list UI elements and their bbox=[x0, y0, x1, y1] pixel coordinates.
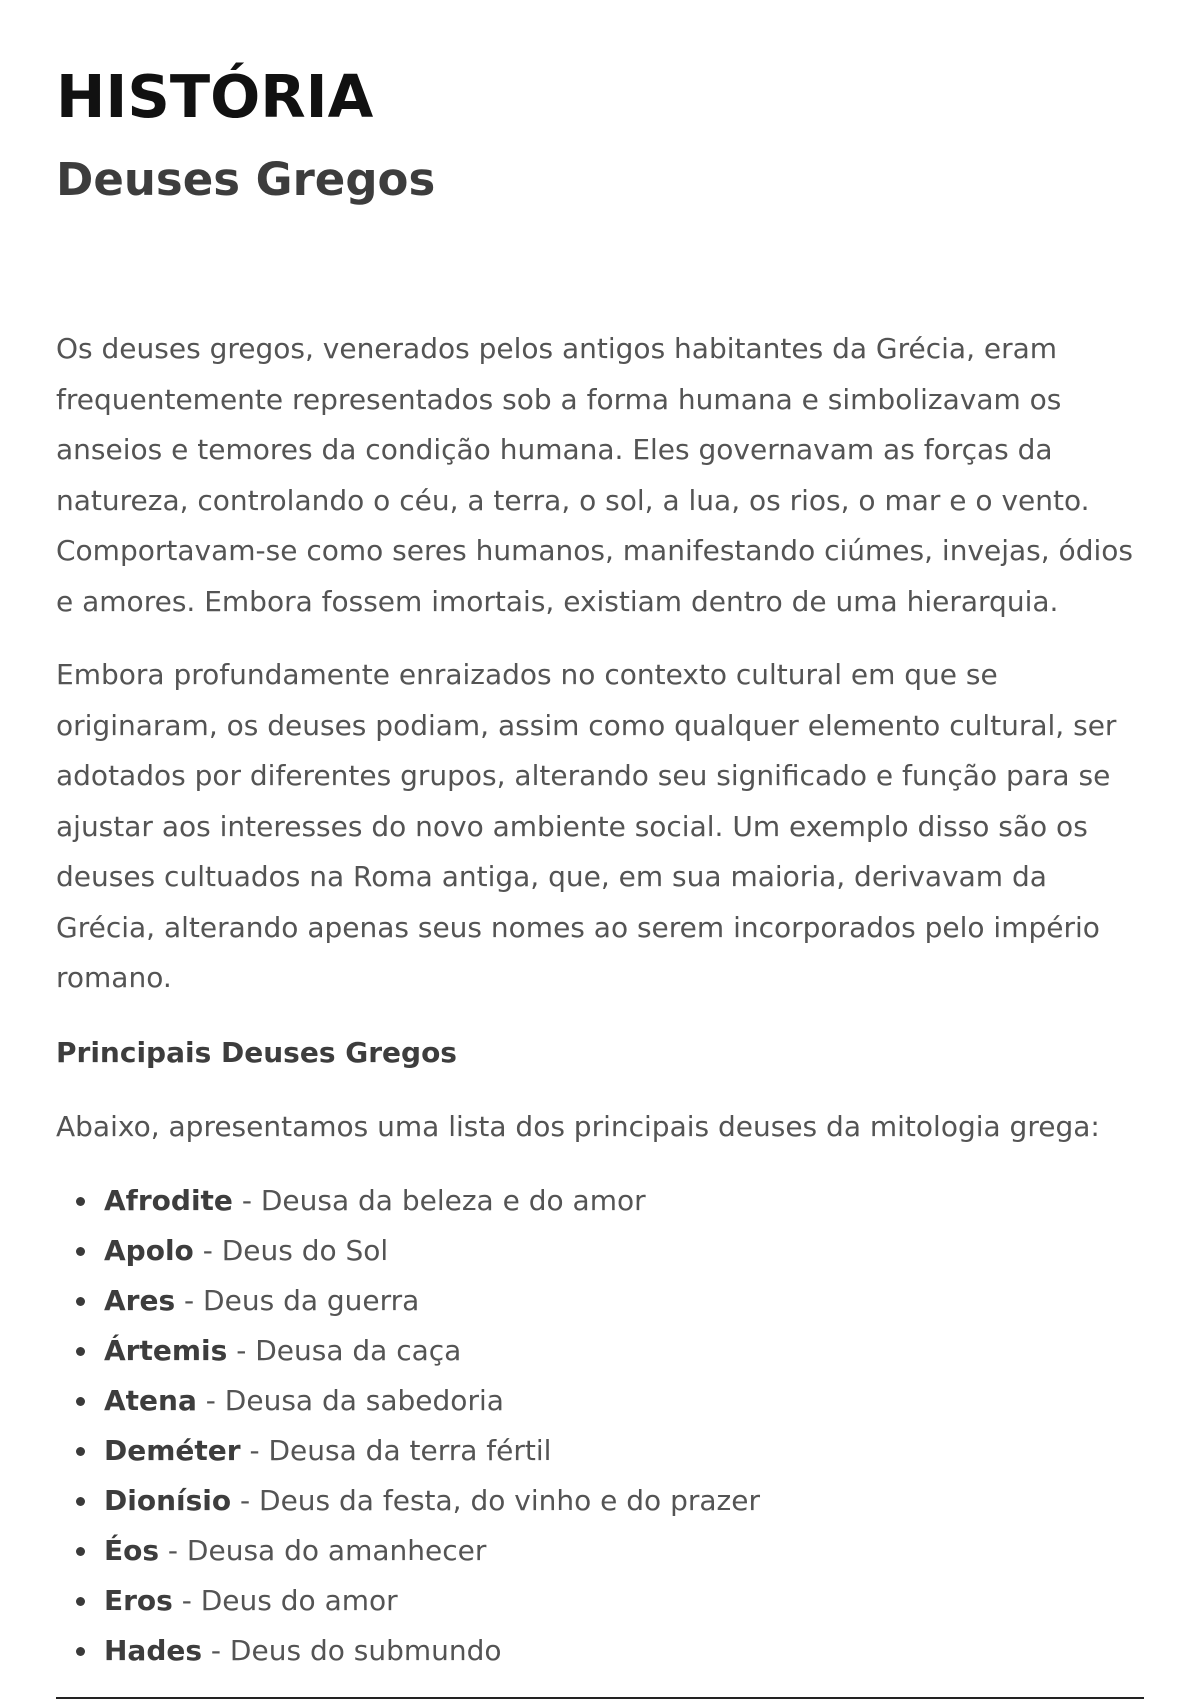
god-description: - Deusa da sabedoria bbox=[196, 1384, 504, 1417]
bullet-icon bbox=[76, 1547, 85, 1556]
god-description: - Deus do amor bbox=[172, 1584, 398, 1617]
bullet-icon bbox=[76, 1397, 85, 1406]
list-item-eos bbox=[76, 1526, 1144, 1576]
god-name: Eros bbox=[104, 1584, 173, 1617]
document-page bbox=[56, 0, 1144, 1676]
bullet-icon bbox=[76, 1647, 85, 1656]
paragraph-cultural-context: Embora profundamente enraizados no contexto cultural em que se originaram, os deuses podiam, assim como qualquer elemento cultural, ser adotados por diferentes grupos, alterando seu significado e função para se ajustar aos interesses do novo ambiente social. Um exemplo disso são os deuses cultuados na Roma antiga, que, em sua maioria, derivavam da Grécia, alterando apenas seus nomes ao serem incorporados pelo império romano. bbox=[56, 658, 1117, 994]
god-description: - Deusa da caça bbox=[227, 1334, 462, 1367]
list-item-dionisio bbox=[76, 1476, 1144, 1526]
list-item-hades bbox=[76, 1626, 1144, 1676]
god-name: Ártemis bbox=[104, 1334, 228, 1367]
bottom-divider bbox=[56, 1697, 1144, 1699]
list-intro: Abaixo, apresentamos uma lista dos principais deuses da mitologia grega: bbox=[56, 1109, 1100, 1143]
page-title: Deuses Gregos bbox=[56, 153, 436, 206]
list-item-apolo bbox=[76, 1226, 1144, 1276]
list-item-ares bbox=[76, 1276, 1144, 1326]
bullet-icon bbox=[76, 1247, 85, 1256]
bullet-icon bbox=[76, 1597, 85, 1606]
list-item-afrodite bbox=[76, 1176, 1144, 1226]
god-name: Dionísio bbox=[104, 1484, 232, 1517]
subject-heading: HISTÓRIA bbox=[56, 62, 374, 131]
god-name: Apolo bbox=[104, 1234, 194, 1267]
god-description: - Deusa do amanhecer bbox=[159, 1534, 487, 1567]
bullet-icon bbox=[76, 1197, 85, 1206]
list-item-atena bbox=[76, 1376, 1144, 1426]
god-description: - Deus da guerra bbox=[175, 1284, 420, 1317]
list-item-artemis bbox=[76, 1326, 1144, 1376]
god-name: Afrodite bbox=[104, 1184, 233, 1217]
list-item-eros bbox=[76, 1576, 1144, 1626]
god-name: Ares bbox=[104, 1284, 176, 1317]
gods-list bbox=[56, 1176, 1144, 1676]
bullet-icon bbox=[76, 1297, 85, 1306]
god-name: Atena bbox=[104, 1384, 197, 1417]
section-heading: Principais Deuses Gregos bbox=[56, 1035, 457, 1069]
god-description: - Deus da festa, do vinho e do prazer bbox=[231, 1484, 760, 1517]
bullet-icon bbox=[76, 1347, 85, 1356]
god-description: - Deus do submundo bbox=[202, 1634, 502, 1667]
god-name: Éos bbox=[104, 1534, 160, 1567]
list-item-demeter bbox=[76, 1426, 1144, 1476]
god-description: - Deus do Sol bbox=[193, 1234, 389, 1267]
god-description: - Deusa da terra fértil bbox=[240, 1434, 552, 1467]
bullet-icon bbox=[76, 1447, 85, 1456]
god-description: - Deusa da beleza e do amor bbox=[232, 1184, 646, 1217]
bullet-icon bbox=[76, 1497, 85, 1506]
god-name: Hades bbox=[104, 1634, 203, 1667]
god-name: Deméter bbox=[104, 1434, 241, 1467]
paragraph-intro: Os deuses gregos, venerados pelos antigos habitantes da Grécia, eram frequentemente representados sob a forma humana e simbolizavam os anseios e temores da condição humana. Eles governavam as forças da natureza, controlando o céu, a terra, o sol, a lua, os rios, o mar e o vento. Comportavam-se como seres humanos, manifestando ciúmes, invejas, ódios e amores. Embora fossem imortais, existiam dentro de uma hierarquia. bbox=[56, 332, 1133, 618]
